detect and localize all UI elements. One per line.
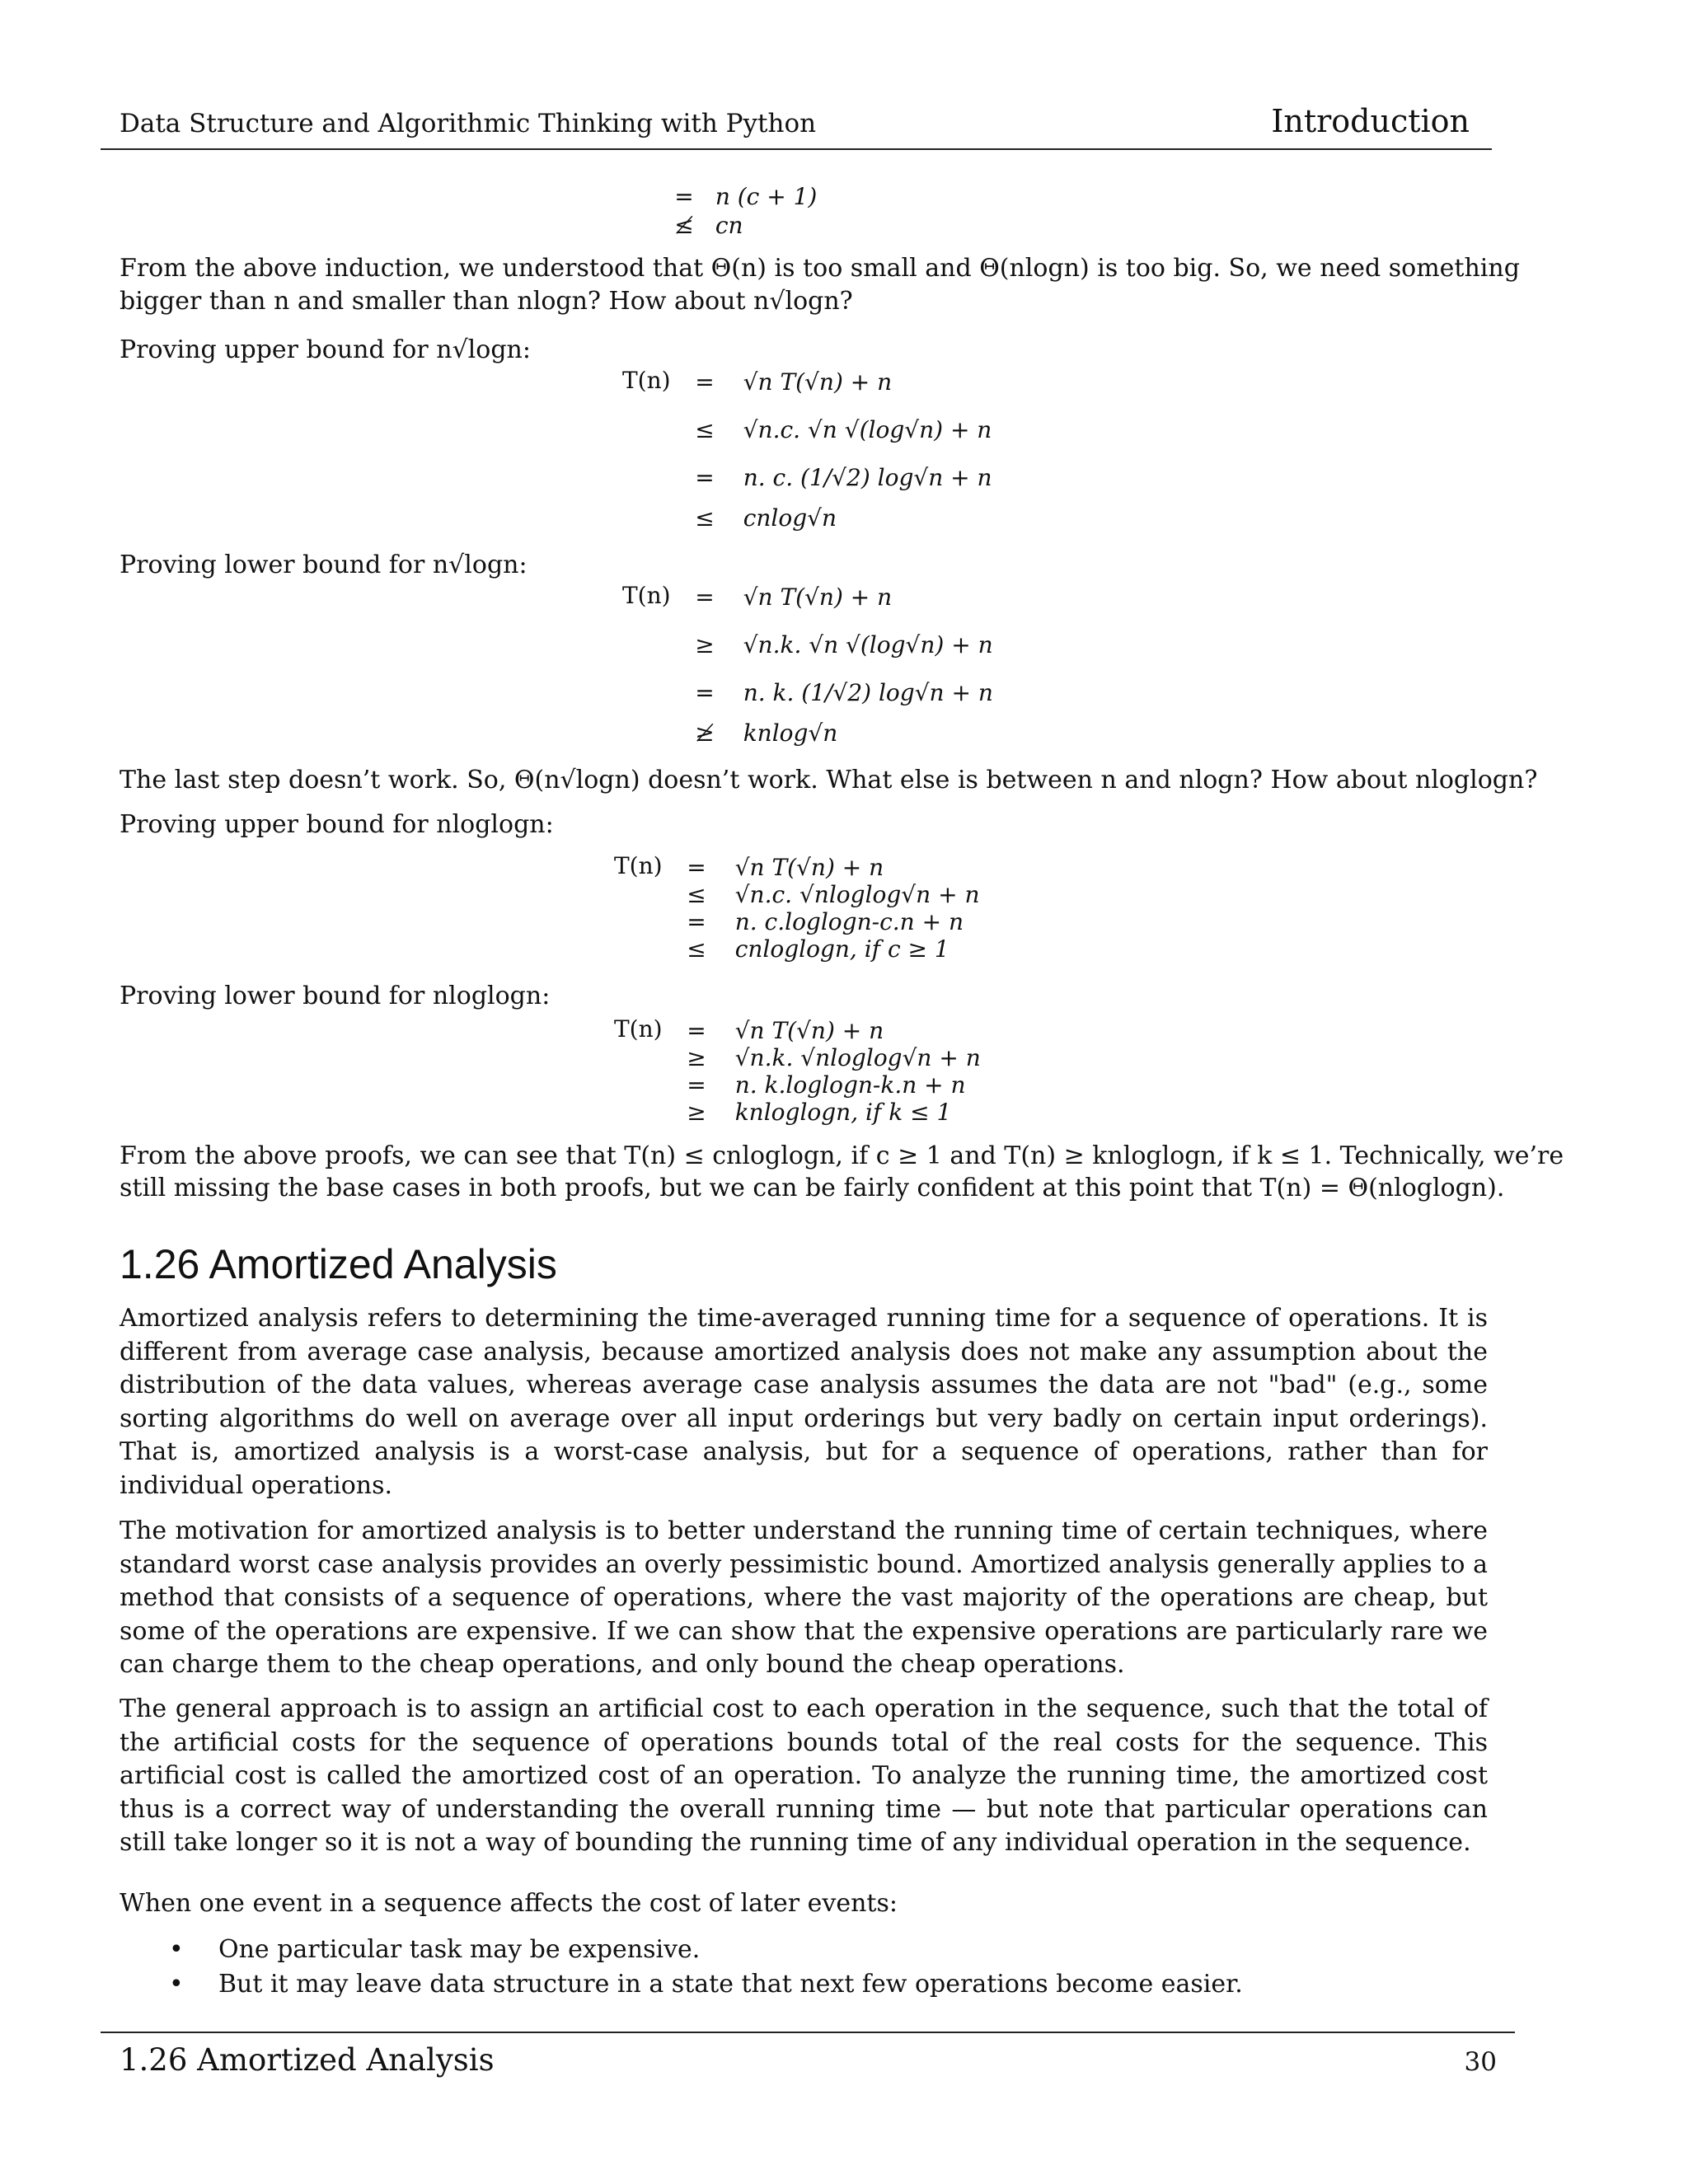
proof-lhs: T(n) <box>614 852 663 879</box>
proof-step: = √n T(√n) + n <box>695 368 893 396</box>
proof-step: ≥ knloglogn, if k ≤ 1 <box>687 1099 952 1126</box>
conclusion-line1: From the above proofs, we can see that T(n) ≤ cnloglogn, if c ≥ 1 and T(n) ≥ knloglogn, if k ≤ 1. Technically, we’re <box>120 1141 1564 1170</box>
derivation-line: ≰ cn <box>674 212 743 239</box>
proof-lhs: T(n) <box>622 582 671 609</box>
proof-label: Proving lower bound for nloglogn: <box>120 982 551 1010</box>
header-rule <box>101 148 1492 150</box>
proof-step: = √n T(√n) + n <box>687 854 884 881</box>
section-heading: 1.26 Amortized Analysis <box>120 1241 557 1287</box>
footer-rule <box>101 2032 1515 2033</box>
list-item: • One particular task may be expensive. <box>165 1933 1243 1967</box>
proof-step: ≱ knlog√n <box>695 719 838 747</box>
last-step-note: The last step doesn’t work. So, Θ(n√logn) doesn’t work. What else is between n and nlogn? How about nloglogn? <box>120 766 1538 794</box>
proof-step: ≤ √n.c. √nloglog√n + n <box>687 881 980 908</box>
proof-label: Proving lower bound for n√logn: <box>120 551 528 579</box>
proof-label: Proving upper bound for nloglogn: <box>120 810 554 839</box>
proof-step: ≤ √n.c. √n √(log√n) + n <box>695 416 992 443</box>
proof-step: = √n T(√n) + n <box>695 583 893 611</box>
proof-step: = n. k.loglogn-k.n + n <box>687 1071 966 1099</box>
induction-note-line1: From the above induction, we understood that Θ(n) is too small and Θ(nlogn) is too big. So, we need something <box>120 254 1520 283</box>
derivation-line: = n (c + 1) <box>674 183 818 210</box>
list-item: • But it may leave data structure in a state that next few operations become easier. <box>165 1967 1243 2002</box>
paragraph: When one event in a sequence affects the cost of later events: <box>120 1889 898 1918</box>
proof-step: ≥ √n.k. √nloglog√n + n <box>687 1044 981 1071</box>
bullet-list <box>165 1933 1243 2002</box>
running-header-chapter: Introduction <box>1271 103 1470 139</box>
running-footer-section: 1.26 Amortized Analysis <box>120 2042 495 2078</box>
page-number: 30 <box>1464 2047 1497 2077</box>
proof-step: = n. c. (1/√2) log√n + n <box>695 464 992 491</box>
proof-label: Proving upper bound for n√logn: <box>120 335 531 364</box>
proof-step: ≤ cnloglogn, if c ≥ 1 <box>687 935 950 963</box>
proof-step: ≥ √n.k. √n √(log√n) + n <box>695 631 993 658</box>
paragraph: Amortized analysis refers to determining the time-averaged running time for a sequence of operations. It is different from average case analysis, because amortized analysis does not make any assumption about the distribution of the data values, whereas average case analysis assumes the data are not "bad" (e.g., some sorting algorithms do well on average over all input orderings but very badly on certain input orderings). That is, amortized analysis is a worst-case analysis, but for a sequence of operations, rather than for individual operations. <box>120 1304 1488 1500</box>
proof-step: = n. k. (1/√2) log√n + n <box>695 679 993 706</box>
conclusion-line2: still missing the base cases in both proofs, but we can be fairly confident at this point that T(n) = Θ(nloglogn). <box>120 1174 1505 1202</box>
induction-note-line2: bigger than n and smaller than nlogn? How about n√logn? <box>120 287 853 316</box>
paragraph: The motivation for amortized analysis is to better understand the running time of certain techniques, where standard worst case analysis provides an overly pessimistic bound. Amortized analysis generally applies to a method that consists of a sequence of operations, where the vast majority of the operations are cheap, but some of the operations are expensive. If we can show that the expensive operations are particularly rare we can charge them to the cheap operations, and only bound the cheap operations. <box>120 1516 1488 1679</box>
proof-step: = √n T(√n) + n <box>687 1017 884 1044</box>
proof-lhs: T(n) <box>622 367 671 394</box>
proof-step: ≤ cnlog√n <box>695 504 837 532</box>
proof-lhs: T(n) <box>614 1015 663 1043</box>
paragraph: The general approach is to assign an artificial cost to each operation in the sequence, such that the total of the artificial costs for the sequence of operations bounds total of the real costs for the sequence. This artificial cost is called the amortized cost of an operation. To analyze the running time, the amortized cost thus is a correct way of understanding the overall running time — but note that particular operations can still take longer so it is not a way of bounding the running time of any individual operation in the sequence. <box>120 1694 1488 1857</box>
proof-step: = n. c.loglogn-c.n + n <box>687 908 964 935</box>
running-header-title: Data Structure and Algorithmic Thinking with Python <box>120 109 817 138</box>
